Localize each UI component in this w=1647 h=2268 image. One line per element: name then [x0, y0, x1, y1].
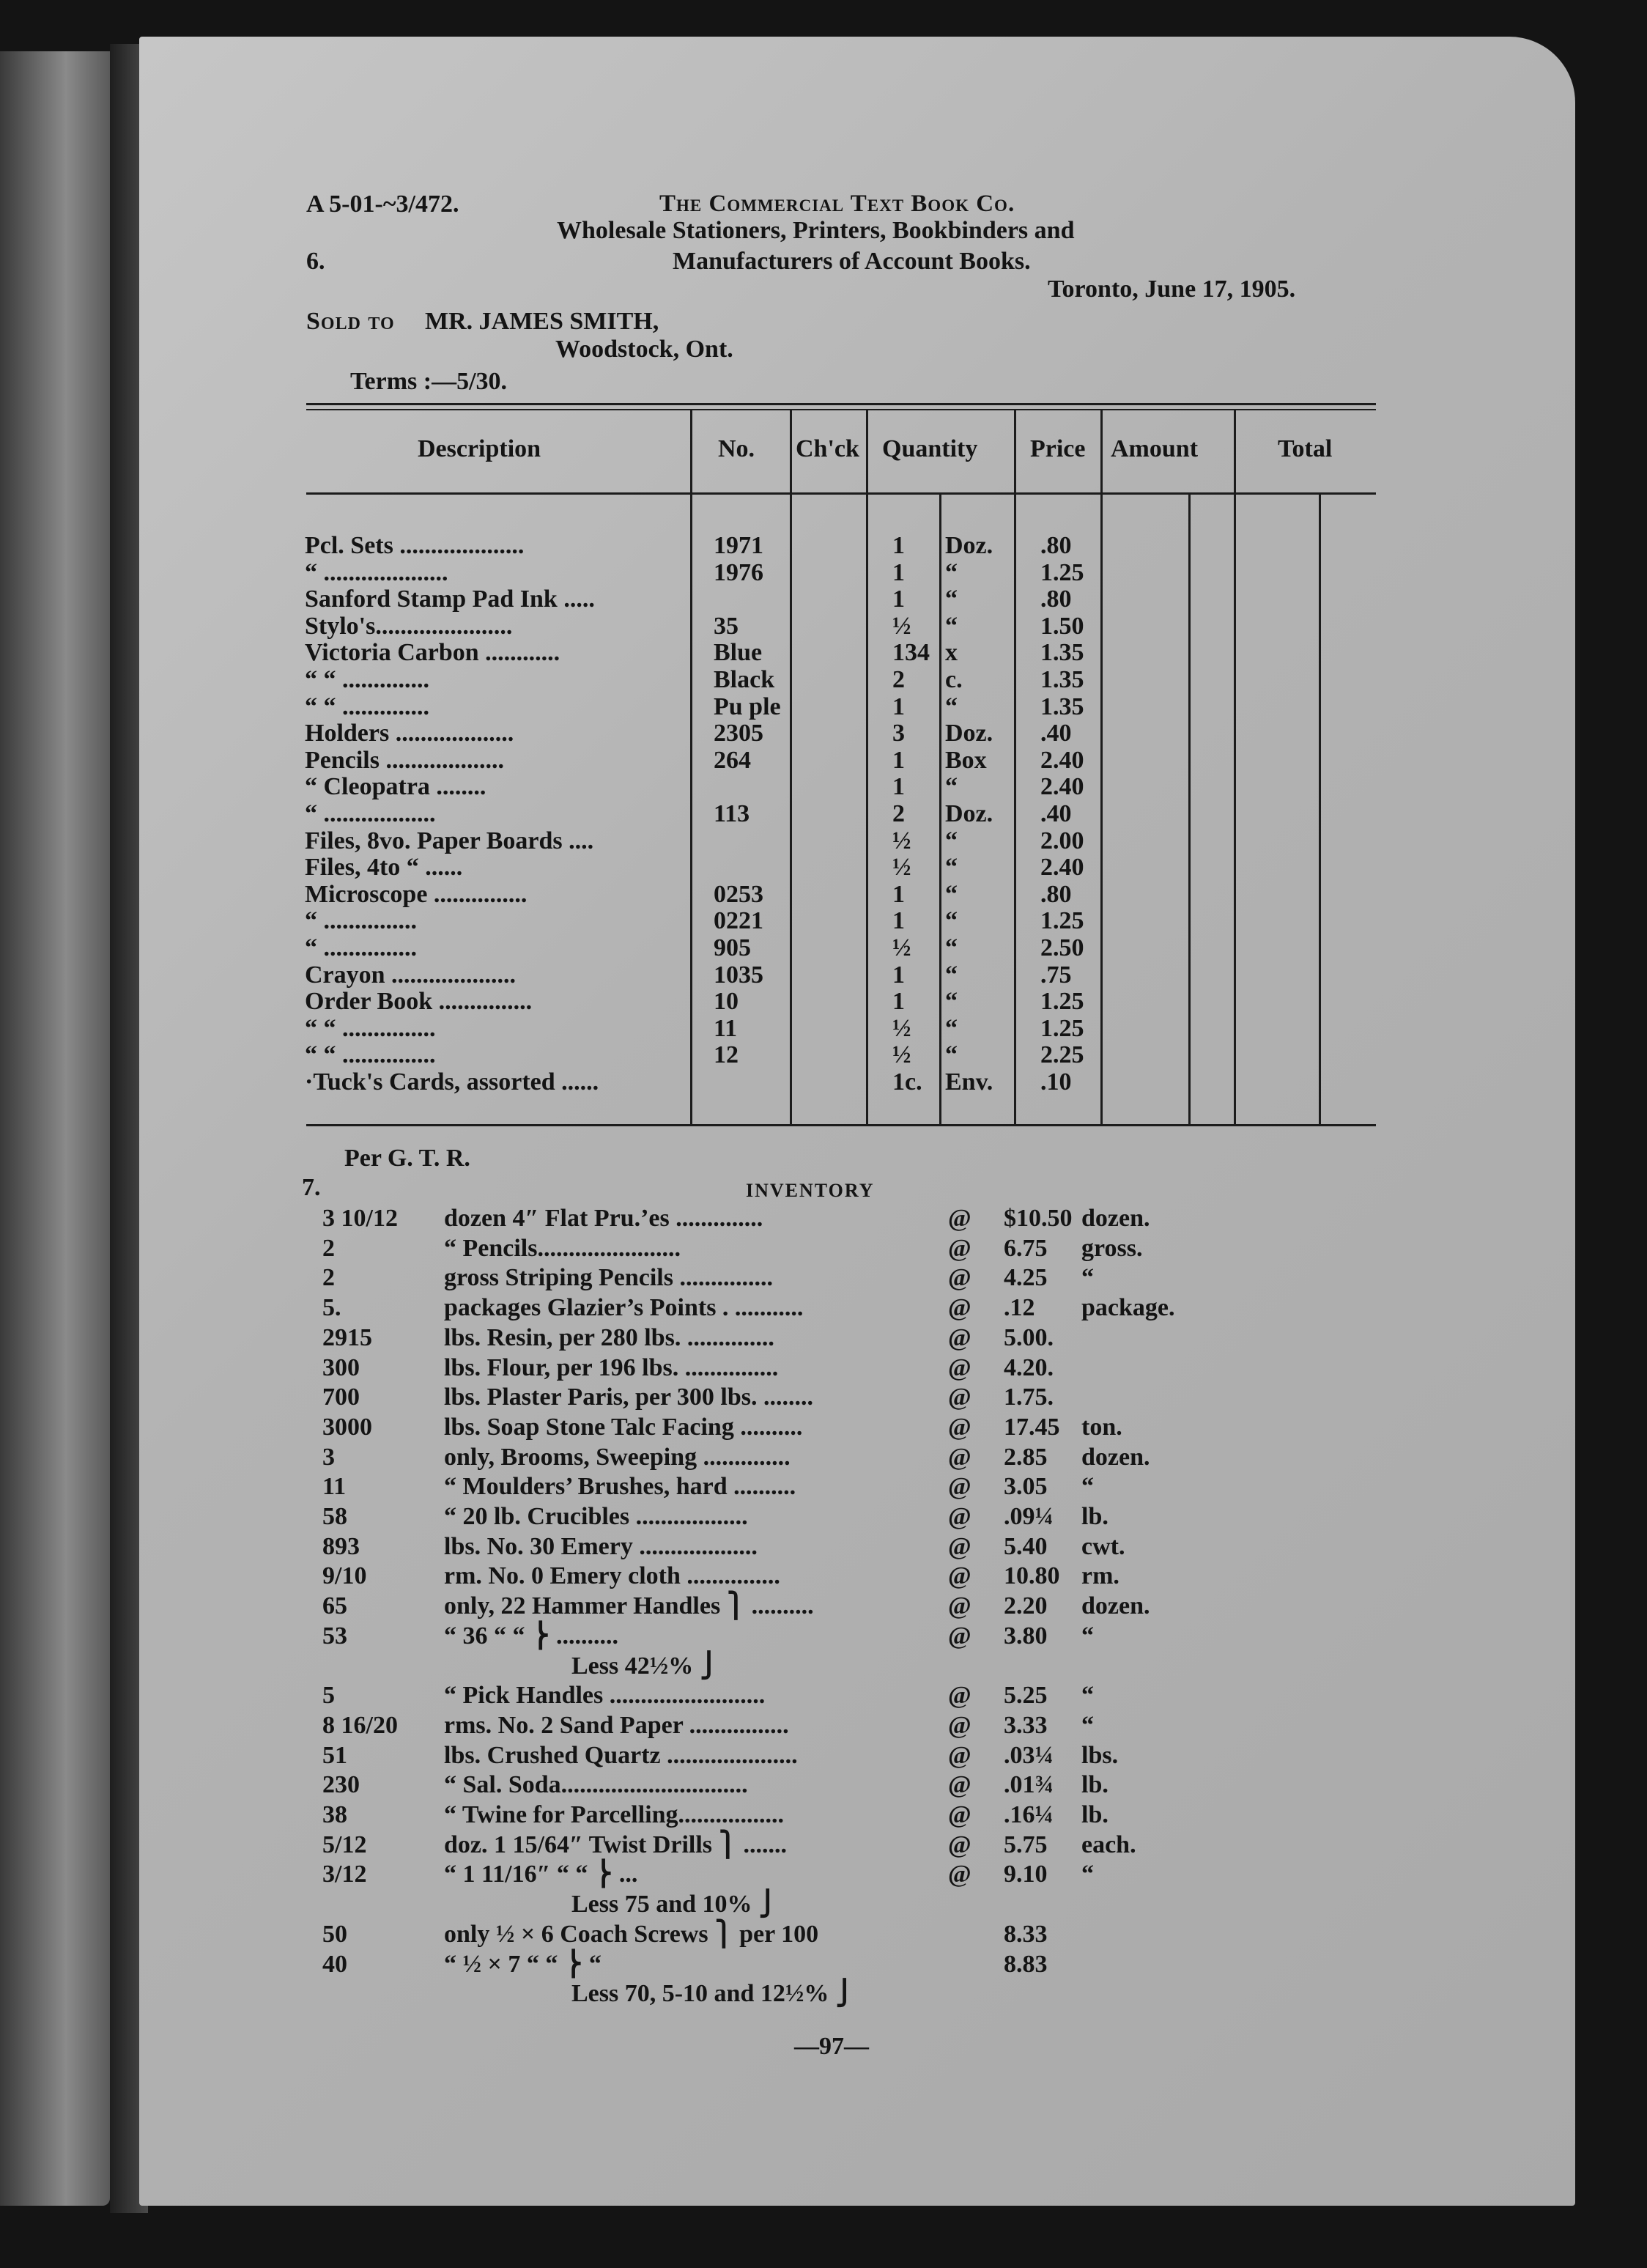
- row-number: 1035: [714, 961, 763, 989]
- inventory-description: “ Moulders’ Brushes, hard ..........: [444, 1473, 796, 1500]
- inventory-description: only ½ × 6 Coach Screws ⎫ per 100: [444, 1921, 819, 1948]
- row-quantity: 1: [892, 586, 905, 613]
- inventory-price: 17.45: [1004, 1414, 1060, 1441]
- row-number: 0221: [714, 907, 763, 934]
- inventory-description: Less 70, 5-10 and 12½% ⎭: [571, 1980, 854, 2007]
- inventory-at-sign: @: [948, 1384, 971, 1411]
- row-description: Sanford Stamp Pad Ink .....: [305, 586, 595, 613]
- inventory-description: gross Striping Pencils ...............: [444, 1264, 773, 1291]
- inventory-quantity: 3 10/12: [322, 1205, 398, 1232]
- row-number: 35: [714, 613, 739, 640]
- inventory-description: rm. No. 0 Emery cloth ...............: [444, 1562, 780, 1589]
- inventory-description: only, 22 Hammer Handles ⎫ ..........: [444, 1592, 814, 1619]
- row-number: Black: [714, 666, 775, 693]
- inventory-price: 10.80: [1004, 1562, 1060, 1589]
- inventory-description: lbs. No. 30 Emery ...................: [444, 1533, 758, 1560]
- inventory-at-sign: @: [948, 1473, 971, 1500]
- row-unit: “: [945, 907, 958, 934]
- inventory-at-sign: @: [948, 1592, 971, 1619]
- inventory-quantity: 2915: [322, 1324, 372, 1351]
- inventory-quantity: 893: [322, 1533, 360, 1560]
- row-unit: “: [945, 613, 958, 640]
- row-unit: “: [945, 586, 958, 613]
- row-unit: “: [945, 988, 958, 1015]
- inventory-unit: package.: [1081, 1294, 1175, 1321]
- inventory-description: “ Sal. Soda..............................: [444, 1771, 748, 1798]
- row-price: .10: [1040, 1068, 1072, 1096]
- inventory-price: 5.40: [1004, 1533, 1048, 1560]
- inventory-at-sign: @: [948, 1533, 971, 1560]
- inventory-description: “ Pick Handles .........................: [444, 1682, 766, 1709]
- row-description: Pencils ...................: [305, 747, 504, 774]
- col-divider: [1188, 495, 1191, 1124]
- inventory-quantity: 53: [322, 1622, 347, 1650]
- row-number: 10: [714, 988, 739, 1015]
- inventory-description: dozen 4″ Flat Pru.’es ..............: [444, 1205, 763, 1232]
- inventory-price: 3.80: [1004, 1622, 1048, 1650]
- inventory-price: 5.00.: [1004, 1324, 1054, 1351]
- row-unit: “: [945, 693, 958, 720]
- inventory-quantity: 58: [322, 1503, 347, 1530]
- inventory-description: Less 42½% ⎭: [571, 1652, 719, 1680]
- facing-page-edge: [0, 51, 110, 2206]
- inventory-description: lbs. Flour, per 196 lbs. ...............: [444, 1354, 779, 1381]
- company-name: The Commercial Text Book Co.: [659, 191, 1015, 217]
- inventory-at-sign: @: [948, 1742, 971, 1769]
- row-unit: Doz.: [945, 720, 993, 747]
- row-unit: “: [945, 854, 958, 881]
- inventory-price: 2.20: [1004, 1592, 1048, 1619]
- col-divider: [1319, 495, 1321, 1124]
- row-number: Blue: [714, 639, 763, 666]
- page-number: —97—: [794, 2033, 869, 2060]
- column-header: Quantity: [882, 435, 978, 462]
- row-number: 1976: [714, 559, 763, 586]
- inventory-price: .16¼: [1004, 1801, 1054, 1828]
- inventory-quantity: 2: [322, 1264, 335, 1291]
- row-quantity: ½: [892, 1041, 911, 1068]
- row-price: 1.25: [1040, 988, 1084, 1015]
- row-description: “ Cleopatra ........: [305, 773, 486, 800]
- company-tagline-1: Wholesale Stationers, Printers, Bookbinders and: [557, 217, 1075, 244]
- row-description: “ “ ..............: [305, 666, 429, 693]
- col-divider: [866, 410, 868, 1124]
- inventory-title: INVENTORY: [746, 1180, 875, 1201]
- inventory-description: doz. 1 15/64″ Twist Drills ⎫ .......: [444, 1831, 788, 1858]
- inventory-description: “ Pencils.......................: [444, 1235, 681, 1262]
- row-number: 113: [714, 800, 750, 827]
- row-quantity: 3: [892, 720, 905, 747]
- row-number: 0253: [714, 881, 763, 908]
- column-header: Amount: [1111, 435, 1199, 462]
- inventory-price: 4.25: [1004, 1264, 1048, 1291]
- inventory-price: .09¼: [1004, 1503, 1054, 1530]
- inventory-description: “ 20 lb. Crucibles ..................: [444, 1503, 748, 1530]
- inventory-quantity: 9/10: [322, 1562, 367, 1589]
- row-unit: “: [945, 773, 958, 800]
- inventory-price: 9.10: [1004, 1861, 1048, 1888]
- inventory-price: 3.33: [1004, 1712, 1048, 1739]
- col-divider: [790, 410, 792, 1124]
- inventory-unit: “: [1081, 1264, 1094, 1291]
- inventory-at-sign: @: [948, 1205, 971, 1232]
- row-unit: x: [945, 639, 958, 666]
- row-price: 1.50: [1040, 613, 1084, 640]
- table-bottom-rule: [306, 1124, 1376, 1126]
- row-description: “ ....................: [305, 559, 448, 586]
- inventory-description: “ Twine for Parcelling.................: [444, 1801, 785, 1828]
- place-date: Toronto, June 17, 1905.: [1048, 276, 1296, 303]
- inventory-quantity: 3/12: [322, 1861, 367, 1888]
- row-quantity: 1: [892, 747, 905, 774]
- row-quantity: 1: [892, 907, 905, 934]
- row-description: “ “ ...............: [305, 1015, 436, 1042]
- inventory-quantity: 51: [322, 1742, 347, 1769]
- row-price: .80: [1040, 586, 1072, 613]
- inventory-unit: lb.: [1081, 1771, 1109, 1798]
- inventory-unit: “: [1081, 1861, 1094, 1888]
- inventory-description: rms. No. 2 Sand Paper ................: [444, 1712, 789, 1739]
- row-quantity: 2: [892, 666, 905, 693]
- exercise-number-6: 6.: [306, 248, 325, 275]
- inventory-at-sign: @: [948, 1503, 971, 1530]
- inventory-price: 1.75.: [1004, 1384, 1054, 1411]
- inventory-unit: “: [1081, 1712, 1094, 1739]
- row-description: Files, 8vo. Paper Boards ....: [305, 827, 594, 854]
- inventory-unit: dozen.: [1081, 1205, 1150, 1232]
- inventory-at-sign: @: [948, 1354, 971, 1381]
- row-unit: “: [945, 827, 958, 854]
- inventory-price: $10.50: [1004, 1205, 1073, 1232]
- inventory-description: lbs. Crushed Quartz .....................: [444, 1742, 798, 1769]
- inventory-quantity: 5/12: [322, 1831, 367, 1858]
- row-description: Victoria Carbon ............: [305, 639, 560, 666]
- inventory-at-sign: @: [948, 1562, 971, 1589]
- row-price: 1.25: [1040, 907, 1084, 934]
- row-quantity: 1: [892, 773, 905, 800]
- row-price: 2.25: [1040, 1041, 1084, 1068]
- inventory-at-sign: @: [948, 1771, 971, 1798]
- inventory-description: “ 1 11/16″ “ “ ⎬ ...: [444, 1861, 638, 1888]
- inventory-at-sign: @: [948, 1801, 971, 1828]
- column-header: Ch'ck: [796, 435, 859, 462]
- row-quantity: ½: [892, 827, 911, 854]
- row-price: .80: [1040, 532, 1072, 559]
- table-top-rule-2: [306, 409, 1376, 410]
- inventory-at-sign: @: [948, 1444, 971, 1471]
- row-unit: c.: [945, 666, 963, 693]
- row-description: Order Book ...............: [305, 988, 533, 1015]
- inventory-price: 8.83: [1004, 1951, 1048, 1978]
- row-quantity: ½: [892, 613, 911, 640]
- col-divider: [1234, 410, 1236, 1124]
- inventory-quantity: 38: [322, 1801, 347, 1828]
- inventory-unit: lb.: [1081, 1801, 1109, 1828]
- inventory-at-sign: @: [948, 1622, 971, 1650]
- inventory-at-sign: @: [948, 1235, 971, 1262]
- col-divider: [690, 410, 692, 1124]
- inventory-unit: rm.: [1081, 1562, 1119, 1589]
- row-quantity: 1: [892, 532, 905, 559]
- reference-code: A 5-01-~3/472.: [306, 191, 459, 218]
- inventory-at-sign: @: [948, 1294, 971, 1321]
- inventory-description: “ 36 “ “ ⎬ ..........: [444, 1622, 618, 1650]
- inventory-price: 2.85: [1004, 1444, 1048, 1471]
- inventory-unit: “: [1081, 1682, 1094, 1709]
- inventory-quantity: 5: [322, 1682, 335, 1709]
- row-number: 905: [714, 934, 751, 961]
- inventory-unit: “: [1081, 1473, 1094, 1500]
- row-quantity: 2: [892, 800, 905, 827]
- inventory-price: 6.75: [1004, 1235, 1048, 1262]
- row-unit: Box: [945, 747, 987, 774]
- header-bottom-rule: [306, 492, 1376, 495]
- row-quantity: 1: [892, 559, 905, 586]
- row-unit: Doz.: [945, 532, 993, 559]
- inventory-price: 3.05: [1004, 1473, 1048, 1500]
- inventory-unit: lbs.: [1081, 1742, 1119, 1769]
- row-unit: “: [945, 881, 958, 908]
- inventory-at-sign: @: [948, 1414, 971, 1441]
- row-number: 11: [714, 1015, 738, 1042]
- inventory-quantity: 230: [322, 1771, 360, 1798]
- row-price: 1.25: [1040, 559, 1084, 586]
- table-top-rule: [306, 403, 1376, 405]
- inventory-price: 5.75: [1004, 1831, 1048, 1858]
- row-description: “ ...............: [305, 907, 417, 934]
- row-description: Microscope ...............: [305, 881, 528, 908]
- row-description: Files, 4to “ ......: [305, 854, 463, 881]
- column-header: Total: [1278, 435, 1333, 462]
- row-description: “ ..................: [305, 800, 436, 827]
- row-price: .40: [1040, 800, 1072, 827]
- col-divider: [1014, 410, 1016, 1124]
- inventory-description: only, Brooms, Sweeping ..............: [444, 1444, 791, 1471]
- inventory-unit: gross.: [1081, 1235, 1143, 1262]
- row-quantity: 1: [892, 988, 905, 1015]
- inventory-at-sign: @: [948, 1682, 971, 1709]
- row-description: Holders ...................: [305, 720, 514, 747]
- sold-to-label: Sold to: [306, 308, 395, 335]
- row-unit: “: [945, 1041, 958, 1068]
- inventory-unit: dozen.: [1081, 1444, 1150, 1471]
- inventory-quantity: 65: [322, 1592, 347, 1619]
- row-quantity: ½: [892, 854, 911, 881]
- row-price: 2.40: [1040, 854, 1084, 881]
- inventory-unit: each.: [1081, 1831, 1136, 1858]
- row-price: 1.25: [1040, 1015, 1084, 1042]
- inventory-quantity: 8 16/20: [322, 1712, 398, 1739]
- row-price: 1.35: [1040, 693, 1084, 720]
- row-unit: “: [945, 1015, 958, 1042]
- row-price: .75: [1040, 961, 1072, 989]
- row-price: .40: [1040, 720, 1072, 747]
- row-description: ·Tuck's Cards, assorted ......: [305, 1068, 599, 1096]
- customer-name: MR. JAMES SMITH,: [425, 308, 659, 335]
- inventory-unit: cwt.: [1081, 1533, 1125, 1560]
- inventory-at-sign: @: [948, 1712, 971, 1739]
- inventory-quantity: 50: [322, 1921, 347, 1948]
- row-number: Pu ple: [714, 693, 781, 720]
- inventory-at-sign: @: [948, 1324, 971, 1351]
- row-quantity: 1: [892, 693, 905, 720]
- inventory-description: lbs. Resin, per 280 lbs. ..............: [444, 1324, 774, 1351]
- row-quantity: 1: [892, 881, 905, 908]
- inventory-unit: lb.: [1081, 1503, 1109, 1530]
- row-quantity: ½: [892, 1015, 911, 1042]
- row-price: .80: [1040, 881, 1072, 908]
- column-header: Description: [418, 435, 541, 462]
- row-unit: Env.: [945, 1068, 993, 1096]
- row-quantity: 1: [892, 961, 905, 989]
- inventory-quantity: 2: [322, 1235, 335, 1262]
- shipping-note: Per G. T. R.: [344, 1145, 470, 1172]
- col-divider: [939, 495, 941, 1124]
- column-header: No.: [718, 435, 755, 462]
- row-unit: “: [945, 934, 958, 961]
- row-price: 2.40: [1040, 747, 1084, 774]
- row-number: 2305: [714, 720, 763, 747]
- payment-terms: Terms :—5/30.: [350, 368, 508, 395]
- inventory-price: 5.25: [1004, 1682, 1048, 1709]
- inventory-description: lbs. Plaster Paris, per 300 lbs. ........: [444, 1384, 814, 1411]
- row-price: 2.00: [1040, 827, 1084, 854]
- exercise-number-7: 7.: [302, 1174, 321, 1201]
- row-price: 1.35: [1040, 666, 1084, 693]
- inventory-quantity: 40: [322, 1951, 347, 1978]
- row-description: “ “ ..............: [305, 693, 429, 720]
- col-divider: [1100, 410, 1103, 1124]
- inventory-description: Less 75 and 10% ⎭: [571, 1891, 777, 1918]
- row-quantity: ½: [892, 934, 911, 961]
- inventory-price: 4.20.: [1004, 1354, 1054, 1381]
- inventory-quantity: 700: [322, 1384, 360, 1411]
- customer-address: Woodstock, Ont.: [555, 336, 733, 363]
- inventory-quantity: 3000: [322, 1414, 372, 1441]
- inventory-description: lbs. Soap Stone Talc Facing ..........: [444, 1414, 803, 1441]
- inventory-quantity: 11: [322, 1473, 347, 1500]
- row-quantity: 1c.: [892, 1068, 922, 1096]
- row-description: “ “ ...............: [305, 1041, 436, 1068]
- inventory-description: “ ½ × 7 “ “ ⎬ “: [444, 1951, 602, 1978]
- inventory-price: .03¼: [1004, 1742, 1054, 1769]
- row-number: 12: [714, 1041, 739, 1068]
- inventory-at-sign: @: [948, 1831, 971, 1858]
- row-number: 1971: [714, 532, 763, 559]
- column-header: Price: [1030, 435, 1086, 462]
- company-tagline-2: Manufacturers of Account Books.: [673, 248, 1031, 275]
- row-description: Pcl. Sets ....................: [305, 532, 525, 559]
- row-price: 1.35: [1040, 639, 1084, 666]
- row-unit: “: [945, 961, 958, 989]
- inventory-price: 8.33: [1004, 1921, 1048, 1948]
- row-unit: Doz.: [945, 800, 993, 827]
- inventory-price: .01¾: [1004, 1771, 1054, 1798]
- row-description: Stylo's......................: [305, 613, 513, 640]
- inventory-at-sign: @: [948, 1264, 971, 1291]
- inventory-quantity: 300: [322, 1354, 360, 1381]
- row-number: 264: [714, 747, 751, 774]
- inventory-quantity: 5.: [322, 1294, 341, 1321]
- row-quantity: 134: [892, 639, 930, 666]
- row-unit: “: [945, 559, 958, 586]
- inventory-description: packages Glazier’s Points . ...........: [444, 1294, 804, 1321]
- row-price: 2.50: [1040, 934, 1084, 961]
- inventory-unit: “: [1081, 1622, 1094, 1650]
- inventory-unit: dozen.: [1081, 1592, 1150, 1619]
- inventory-unit: ton.: [1081, 1414, 1122, 1441]
- row-description: “ ...............: [305, 934, 417, 961]
- row-description: Crayon ....................: [305, 961, 517, 989]
- row-price: 2.40: [1040, 773, 1084, 800]
- inventory-price: .12: [1004, 1294, 1035, 1321]
- inventory-quantity: 3: [322, 1444, 335, 1471]
- inventory-at-sign: @: [948, 1861, 971, 1888]
